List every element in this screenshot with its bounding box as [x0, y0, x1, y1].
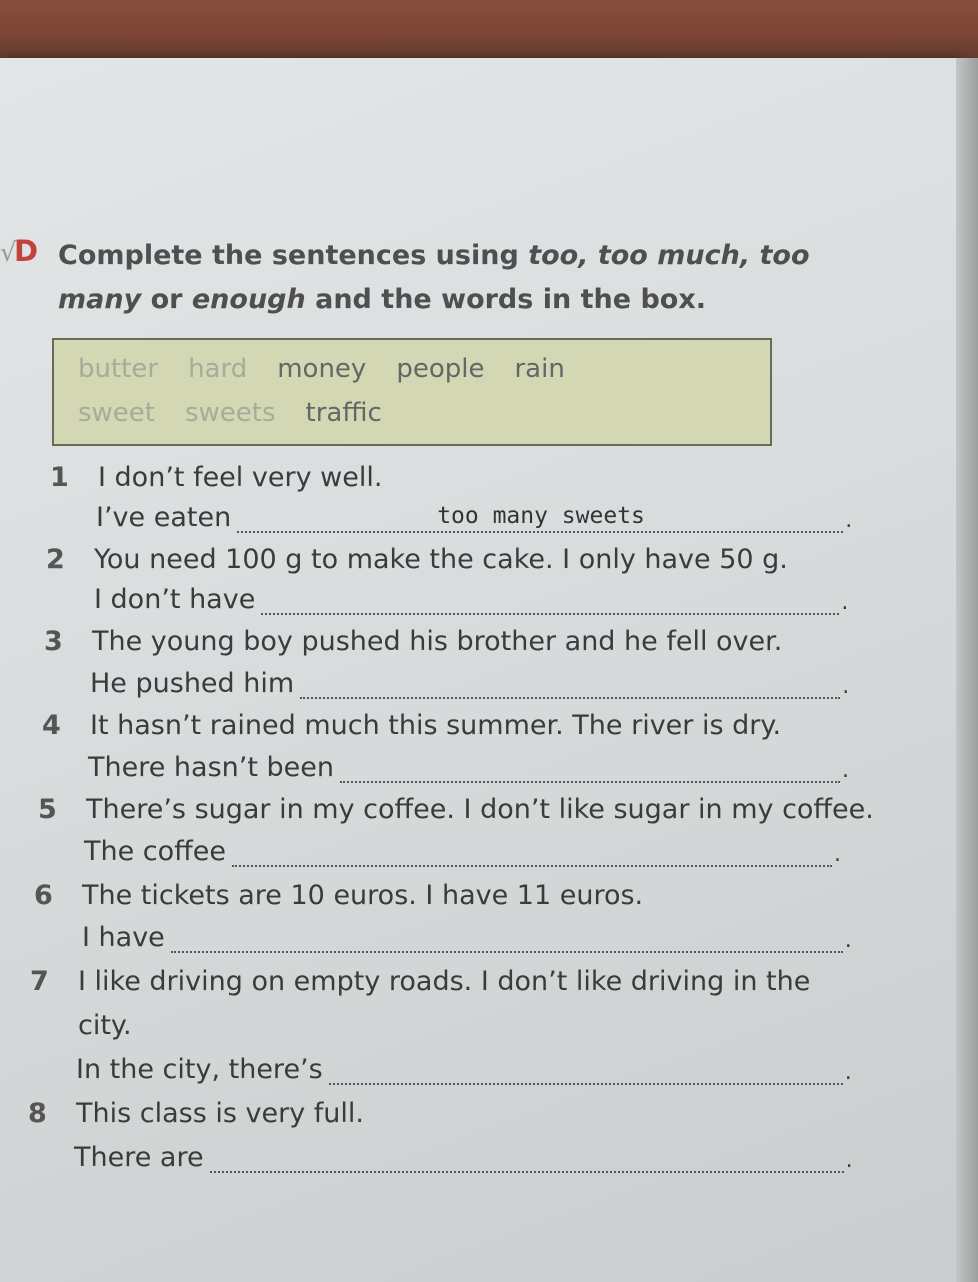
item-sentence: This class is very full.	[76, 1098, 364, 1129]
item-prompt: In the city, there’s	[76, 1054, 323, 1085]
table-surface	[0, 0, 978, 62]
item-number: 5	[38, 794, 57, 825]
item-number: 4	[42, 710, 61, 741]
item-sentence: The young boy pushed his brother and he fell over.	[92, 626, 783, 657]
exercise-instructions: Complete the sentences using too, too much, too many or enough and the words in the box.	[58, 240, 810, 315]
item-number: 2	[46, 544, 65, 575]
answer-blank-5[interactable]	[232, 843, 832, 867]
answer-blank-3[interactable]	[300, 675, 840, 699]
tick-mark: √	[0, 238, 17, 268]
item-number: 8	[28, 1098, 47, 1129]
item-sentence: You need 100 g to make the cake. I only have 50 g.	[94, 544, 788, 575]
word-people: people	[396, 354, 485, 384]
word-sweets: sweets	[185, 398, 276, 428]
item-prompt: I don’t have	[94, 584, 256, 615]
item-sentence: It hasn’t rained much this summer. The river is dry.	[90, 710, 782, 741]
answer-blank-1[interactable]	[237, 503, 843, 533]
word-box-row-1	[78, 354, 565, 384]
word-sweet: sweet	[78, 398, 155, 428]
answer-blank-6[interactable]	[171, 929, 843, 953]
item-sentence: The tickets are 10 euros. I have 11 euros.	[82, 880, 644, 911]
item-sentence-continued: city.	[78, 1010, 132, 1041]
item-prompt-line: There hasn’t been .	[88, 752, 849, 783]
answer-blank-4[interactable]	[340, 759, 840, 783]
answer-blank-8[interactable]	[210, 1149, 844, 1173]
item-prompt: I’ve eaten	[96, 502, 232, 533]
item-prompt: I have	[82, 922, 165, 953]
exercise-letter: D	[14, 234, 39, 268]
item-prompt-line: I don’t have .	[94, 584, 849, 615]
handwritten-answer: too many sweets	[437, 503, 645, 529]
answer-blank-7[interactable]	[329, 1061, 843, 1085]
item-number: 3	[44, 626, 63, 657]
item-number: 6	[34, 880, 53, 911]
item-sentence: I like driving on empty roads. I don’t like driving in the	[78, 966, 811, 997]
item-prompt: The coffee	[84, 836, 226, 867]
word-rain: rain	[514, 354, 565, 384]
item-prompt-line: There are .	[74, 1142, 853, 1173]
page-stack-edge	[956, 58, 978, 1282]
answer-blank-2[interactable]	[261, 591, 839, 615]
item-prompt: There hasn’t been	[88, 752, 334, 783]
item-prompt-line: He pushed him .	[90, 668, 850, 699]
word-traffic: traffic	[305, 398, 382, 428]
item-number: 7	[30, 966, 49, 997]
item-sentence: There’s sugar in my coffee. I don’t like sugar in my coffee.	[86, 794, 874, 825]
word-money: money	[277, 354, 367, 384]
item-prompt-line: I’ve eaten too many sweets .	[96, 502, 853, 533]
item-prompt: He pushed him	[90, 668, 295, 699]
word-box-row-2	[78, 398, 382, 428]
item-prompt: There are	[74, 1142, 204, 1173]
word-box	[52, 338, 772, 446]
word-hard: hard	[188, 354, 248, 384]
item-sentence: I don’t feel very well.	[98, 462, 383, 493]
item-prompt-line: The coffee .	[84, 836, 841, 867]
item-prompt-line: In the city, there’s .	[76, 1054, 852, 1085]
word-butter: butter	[78, 354, 159, 384]
item-number: 1	[50, 462, 69, 493]
item-prompt-line: I have .	[82, 922, 852, 953]
